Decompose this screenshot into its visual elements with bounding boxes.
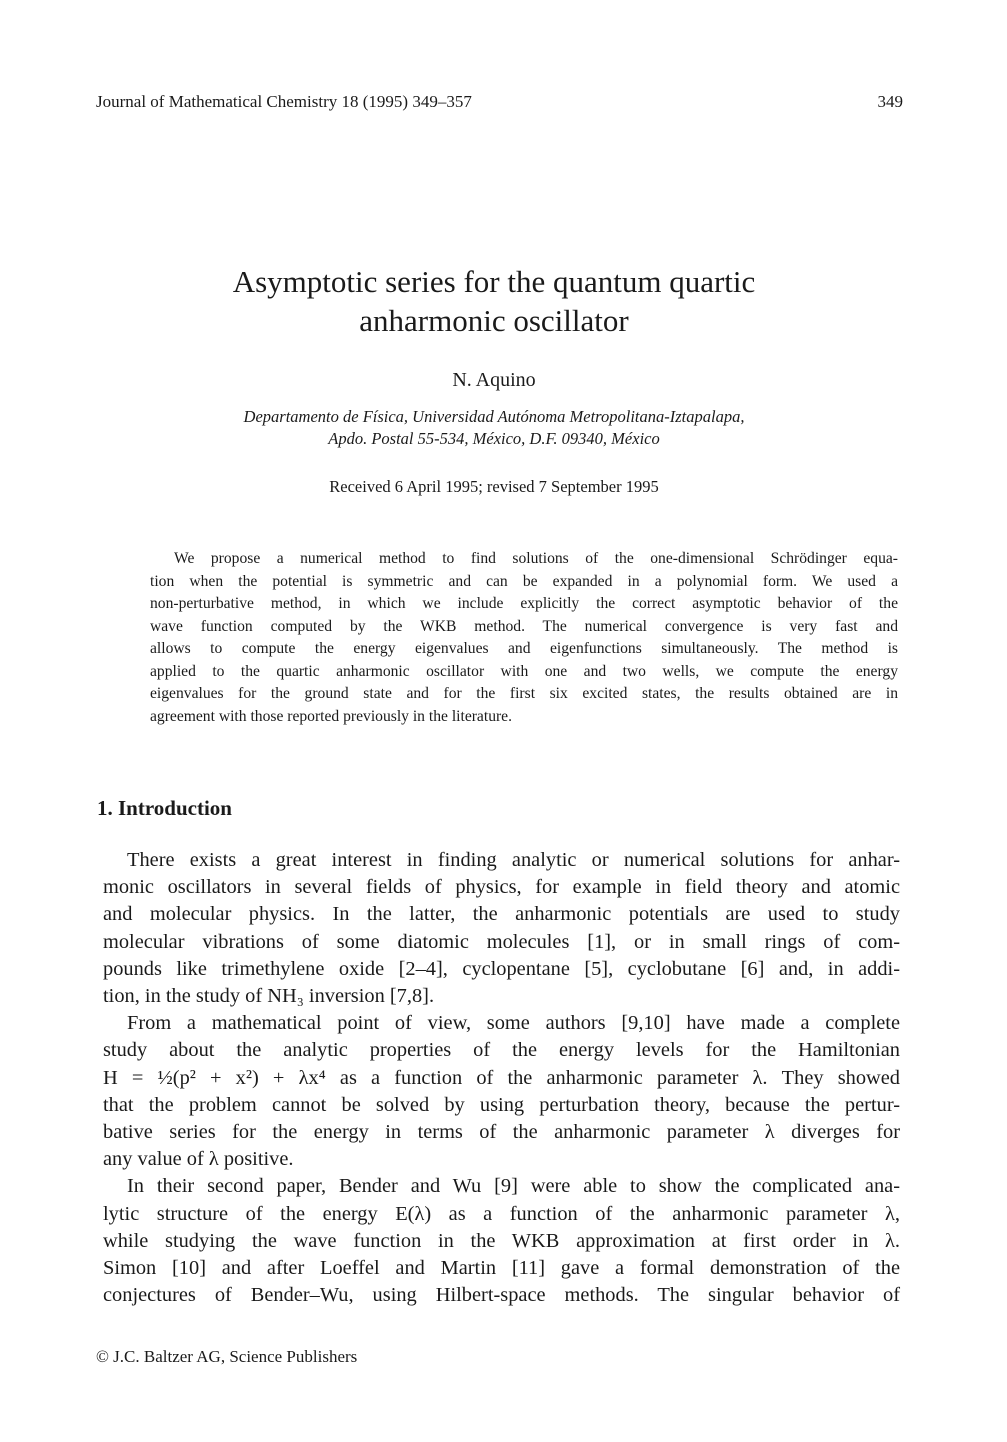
abstract-line: applied to the quartic anharmonic oscillator with one and two wells, we compute the energy	[150, 662, 898, 680]
running-header	[96, 92, 903, 116]
introduction-body	[103, 847, 900, 1309]
body-line: H = ½(p² + x²) + λx⁴ as a function of the anharmonic parameter λ. They showed	[103, 1066, 900, 1089]
body-line: monic oscillators in several fields of physics, for example in field theory and atomic	[103, 876, 900, 899]
author-name: N. Aquino	[452, 369, 536, 391]
body-line: bative series for the energy in terms of the anharmonic parameter λ diverges for	[103, 1121, 900, 1144]
body-line: molecular vibrations of some diatomic molecules [1], or in small rings of com-	[103, 930, 900, 953]
body-line: study about the analytic properties of the energy levels for the Hamiltonian	[103, 1039, 900, 1062]
body-line: pounds like trimethylene oxide [2–4], cyclopentane [5], cyclobutane [6] and, in addi-	[103, 957, 900, 980]
body-line: There exists a great interest in finding analytic or numerical solutions for anhar-	[127, 849, 900, 871]
body-line: In their second paper, Bender and Wu [9] were able to show the complicated ana-	[127, 1175, 900, 1198]
body-line: and molecular physics. In the latter, the anharmonic potentials are used to study	[103, 903, 900, 926]
paper-title	[96, 262, 892, 340]
page-number: 349	[877, 92, 903, 111]
body-line: that the problem cannot be solved by using perturbation theory, because the pertur-	[103, 1093, 900, 1116]
received-dates: Received 6 April 1995; revised 7 September 1995	[329, 477, 659, 496]
abstract-line: tion when the potential is symmetric and can be expanded in a polynomial form. We used a	[150, 572, 898, 590]
abstract-line: non-perturbative method, in which we include explicitly the correct asymptotic behavior of the	[150, 595, 898, 612]
title-line: Asymptotic series for the quantum quartic	[232, 264, 756, 299]
abstract-line: wave function computed by the WKB method. The numerical convergence is very fast and	[150, 617, 898, 635]
abstract-line: eigenvalues for the ground state and for the first six excited states, the results obtained are in	[150, 685, 898, 702]
body-line: any value of λ positive.	[103, 1148, 294, 1171]
affiliation-line: Apdo. Postal 55-534, México, D.F. 09340, México	[328, 429, 660, 448]
copyright-footer: © J.C. Baltzer AG, Science Publishers	[96, 1347, 358, 1366]
body-line: while studying the wave function in the WKB approximation at first order in λ.	[103, 1229, 900, 1252]
abstract-line: We propose a numerical method to find solutions of the one-dimensional Schrödinger equa-	[174, 550, 898, 567]
body-line: tion, in the study of NH₃ inversion [7,8].	[103, 985, 435, 1008]
abstract-line: agreement with those reported previously in the literature.	[150, 707, 512, 725]
body-line: Simon [10] and after Loeffel and Martin [11] gave a formal demonstration of the	[103, 1257, 900, 1280]
author-affiliation	[96, 406, 892, 450]
body-line: lytic structure of the energy E(λ) as a function of the anharmonic parameter λ,	[103, 1202, 900, 1225]
body-line: conjectures of Bender–Wu, using Hilbert-space methods. The singular behavior of	[103, 1284, 900, 1307]
title-line: anharmonic oscillator	[359, 303, 629, 338]
abstract-line: allows to compute the energy eigenvalues and eigenfunctions simultaneously. The method is	[150, 640, 898, 657]
abstract	[150, 548, 898, 728]
journal-citation: Journal of Mathematical Chemistry 18 (1995) 349–357	[96, 92, 472, 111]
section-heading: 1. Introduction	[97, 796, 232, 820]
body-line: From a mathematical point of view, some authors [9,10] have made a complete	[127, 1012, 900, 1035]
affiliation-line: Departamento de Física, Universidad Autónoma Metropolitana-Iztapalapa,	[243, 407, 745, 426]
